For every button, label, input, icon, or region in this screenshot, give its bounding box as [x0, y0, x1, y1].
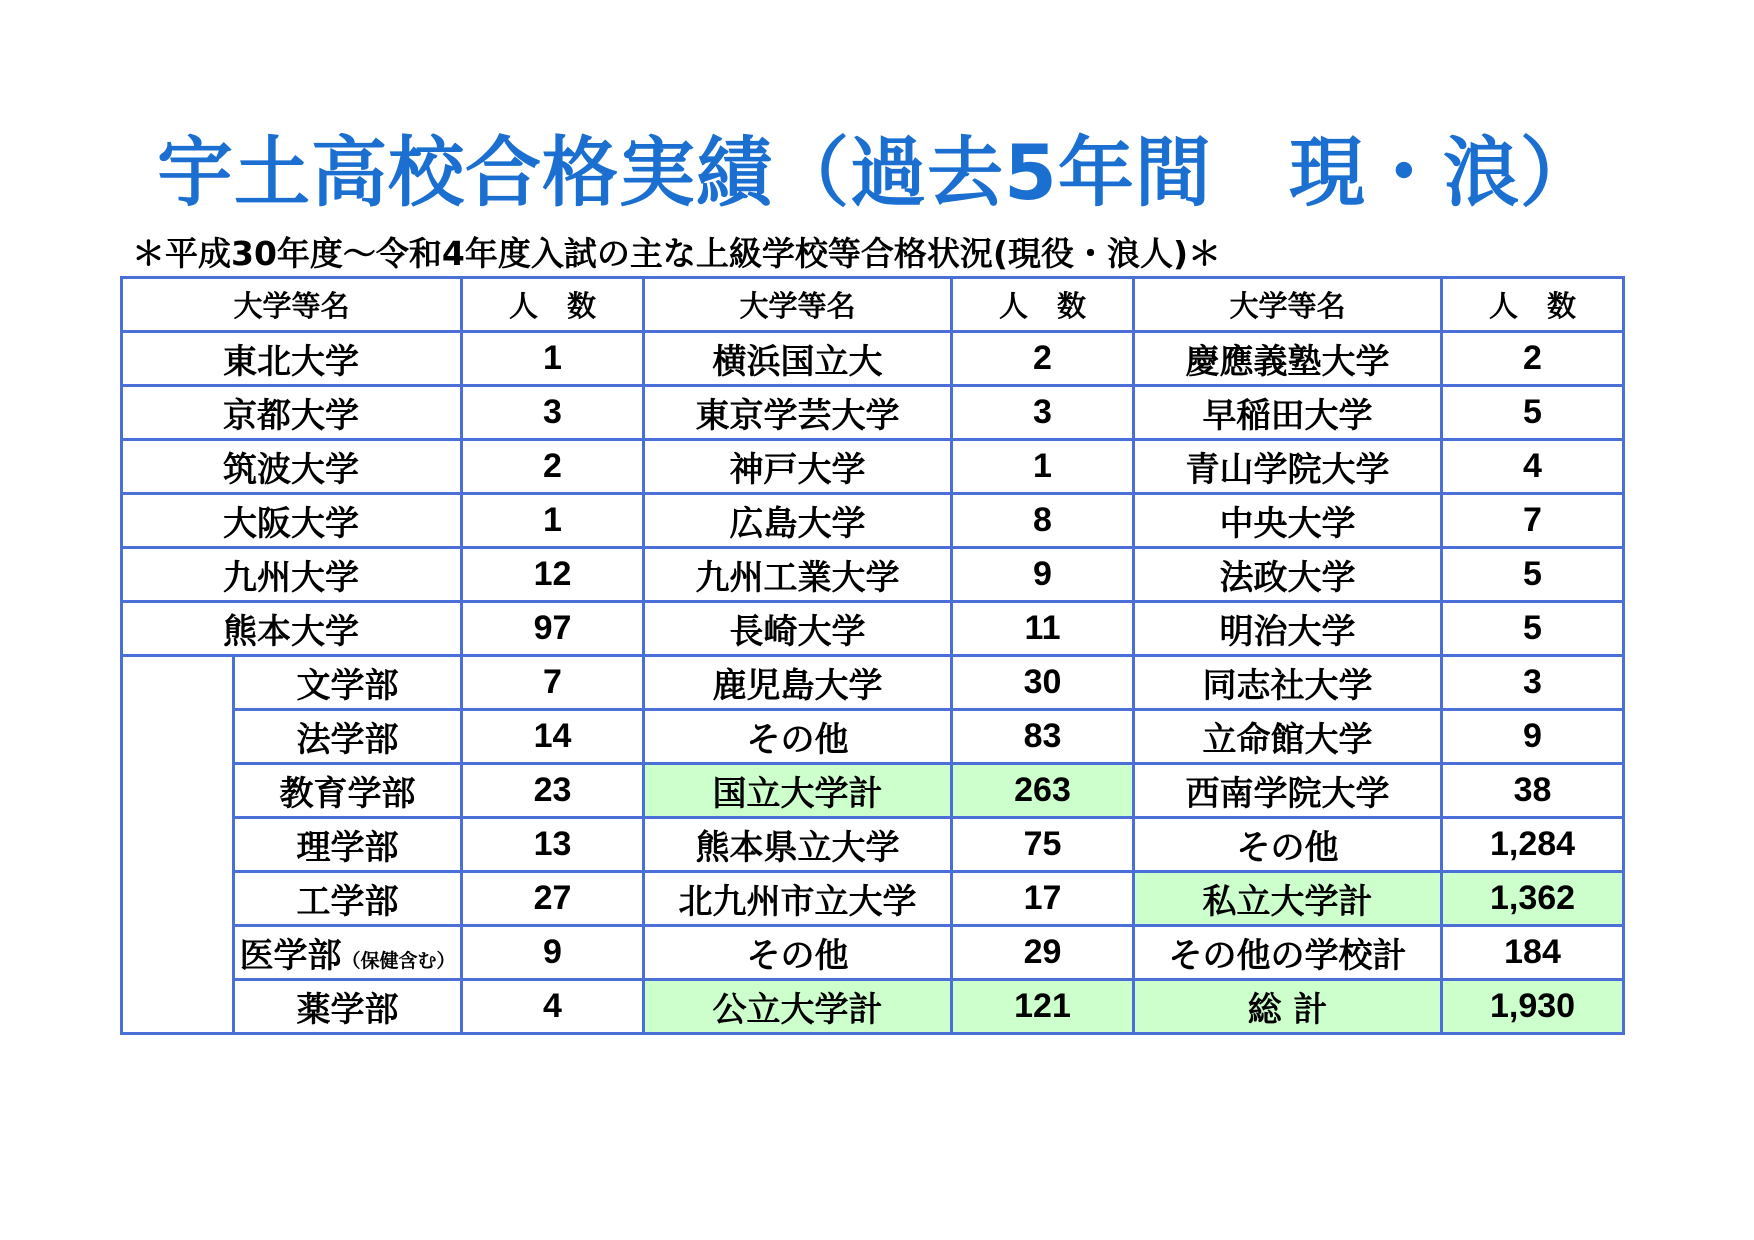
col3-name-cell: 私立大学計 — [1134, 872, 1442, 926]
indent-cell — [122, 980, 234, 1034]
table-row — [122, 494, 1624, 548]
col2-count-cell: 2 — [952, 332, 1134, 386]
faculty-name-cell — [234, 764, 462, 818]
col3-count-cell: 4 — [1442, 440, 1624, 494]
header-name-2: 大学等名 — [644, 278, 952, 332]
col2-count-cell: 83 — [952, 710, 1134, 764]
indent-cell — [122, 926, 234, 980]
faculty-name: 薬学部 — [296, 990, 399, 1030]
faculty-name-cell — [234, 710, 462, 764]
university-count-cell: 3 — [462, 386, 644, 440]
col2-name-cell: 熊本県立大学 — [644, 818, 952, 872]
faculty-note: （保健含む） — [341, 950, 456, 972]
col3-count-cell: 184 — [1442, 926, 1624, 980]
faculty-name: 教育学部 — [279, 774, 416, 814]
results-table — [120, 276, 1625, 1035]
table-row — [122, 548, 1624, 602]
faculty-name: 法学部 — [296, 720, 399, 760]
col3-name-cell: 総 計 — [1134, 980, 1442, 1034]
col2-name-cell: 九州工業大学 — [644, 548, 952, 602]
university-name-cell: 京都大学 — [122, 386, 462, 440]
indent-cell — [122, 656, 234, 710]
faculty-name: 工学部 — [296, 882, 399, 922]
col3-count-cell: 1,284 — [1442, 818, 1624, 872]
header-count-3: 人 数 — [1442, 278, 1624, 332]
indent-cell — [122, 818, 234, 872]
col2-name-cell: その他 — [644, 710, 952, 764]
col2-count-cell: 75 — [952, 818, 1134, 872]
faculty-count-cell: 13 — [462, 818, 644, 872]
col3-count-cell: 38 — [1442, 764, 1624, 818]
col2-name-cell: 広島大学 — [644, 494, 952, 548]
col2-name-cell: その他 — [644, 926, 952, 980]
col2-count-cell: 11 — [952, 602, 1134, 656]
col2-name-cell: 東京学芸大学 — [644, 386, 952, 440]
table-row — [122, 764, 1624, 818]
col2-count-cell: 1 — [952, 440, 1134, 494]
col2-count-cell: 9 — [952, 548, 1134, 602]
faculty-count-cell: 4 — [462, 980, 644, 1034]
col2-name-cell: 国立大学計 — [644, 764, 952, 818]
page-subtitle: ＊平成30年度～令和4年度入試の主な上級学校等合格状況(現役・浪人)＊ — [132, 234, 1222, 273]
col3-count-cell: 5 — [1442, 548, 1624, 602]
col3-name-cell: 立命館大学 — [1134, 710, 1442, 764]
col3-name-cell: その他の学校計 — [1134, 926, 1442, 980]
col2-count-cell: 8 — [952, 494, 1134, 548]
table-row — [122, 602, 1624, 656]
header-row — [122, 278, 1624, 332]
col3-name-cell: 明治大学 — [1134, 602, 1442, 656]
table-row — [122, 926, 1624, 980]
col3-name-cell: 慶應義塾大学 — [1134, 332, 1442, 386]
results-body — [122, 332, 1624, 1034]
col3-name-cell: その他 — [1134, 818, 1442, 872]
faculty-name: 文学部 — [296, 666, 399, 706]
col3-name-cell: 中央大学 — [1134, 494, 1442, 548]
col3-name-cell: 青山学院大学 — [1134, 440, 1442, 494]
col3-count-cell: 1,930 — [1442, 980, 1624, 1034]
table-row — [122, 872, 1624, 926]
header-count-1: 人 数 — [462, 278, 644, 332]
faculty-name-cell — [234, 872, 462, 926]
indent-cell — [122, 764, 234, 818]
table-row — [122, 818, 1624, 872]
table-row — [122, 980, 1624, 1034]
col2-count-cell: 263 — [952, 764, 1134, 818]
university-count-cell: 97 — [462, 602, 644, 656]
table-row — [122, 656, 1624, 710]
col2-name-cell: 鹿児島大学 — [644, 656, 952, 710]
faculty-name: 理学部 — [296, 828, 399, 868]
university-name-cell: 筑波大学 — [122, 440, 462, 494]
header-count-2: 人 数 — [952, 278, 1134, 332]
col2-count-cell: 30 — [952, 656, 1134, 710]
col2-name-cell: 横浜国立大 — [644, 332, 952, 386]
faculty-count-cell: 23 — [462, 764, 644, 818]
table-row — [122, 710, 1624, 764]
col3-name-cell: 西南学院大学 — [1134, 764, 1442, 818]
university-name-cell: 九州大学 — [122, 548, 462, 602]
col3-count-cell: 9 — [1442, 710, 1624, 764]
indent-cell — [122, 872, 234, 926]
header-name-1: 大学等名 — [122, 278, 462, 332]
col2-name-cell: 神戸大学 — [644, 440, 952, 494]
table-row — [122, 332, 1624, 386]
col2-name-cell: 長崎大学 — [644, 602, 952, 656]
faculty-count-cell: 27 — [462, 872, 644, 926]
university-count-cell: 1 — [462, 332, 644, 386]
faculty-name-cell — [234, 818, 462, 872]
table-row — [122, 386, 1624, 440]
faculty-count-cell: 9 — [462, 926, 644, 980]
col3-count-cell: 1,362 — [1442, 872, 1624, 926]
col3-count-cell: 5 — [1442, 602, 1624, 656]
col3-name-cell: 法政大学 — [1134, 548, 1442, 602]
indent-cell — [122, 710, 234, 764]
col3-count-cell: 7 — [1442, 494, 1624, 548]
university-name-cell: 大阪大学 — [122, 494, 462, 548]
faculty-name-cell — [234, 926, 462, 980]
faculty-name-cell — [234, 656, 462, 710]
faculty-name: 医学部 — [239, 936, 342, 976]
col3-name-cell: 同志社大学 — [1134, 656, 1442, 710]
col3-name-cell: 早稲田大学 — [1134, 386, 1442, 440]
col2-count-cell: 29 — [952, 926, 1134, 980]
col2-count-cell: 3 — [952, 386, 1134, 440]
faculty-count-cell: 7 — [462, 656, 644, 710]
col2-count-cell: 17 — [952, 872, 1134, 926]
col3-count-cell: 2 — [1442, 332, 1624, 386]
university-count-cell: 1 — [462, 494, 644, 548]
faculty-name-cell — [234, 980, 462, 1034]
page-title: 宇土高校合格実績（過去5年間 現・浪） — [157, 128, 1597, 217]
col3-count-cell: 5 — [1442, 386, 1624, 440]
col3-count-cell: 3 — [1442, 656, 1624, 710]
university-count-cell: 2 — [462, 440, 644, 494]
col2-name-cell: 北九州市立大学 — [644, 872, 952, 926]
faculty-count-cell: 14 — [462, 710, 644, 764]
university-count-cell: 12 — [462, 548, 644, 602]
university-name-cell: 熊本大学 — [122, 602, 462, 656]
col2-name-cell: 公立大学計 — [644, 980, 952, 1034]
university-name-cell: 東北大学 — [122, 332, 462, 386]
header-name-3: 大学等名 — [1134, 278, 1442, 332]
col2-count-cell: 121 — [952, 980, 1134, 1034]
table-row — [122, 440, 1624, 494]
